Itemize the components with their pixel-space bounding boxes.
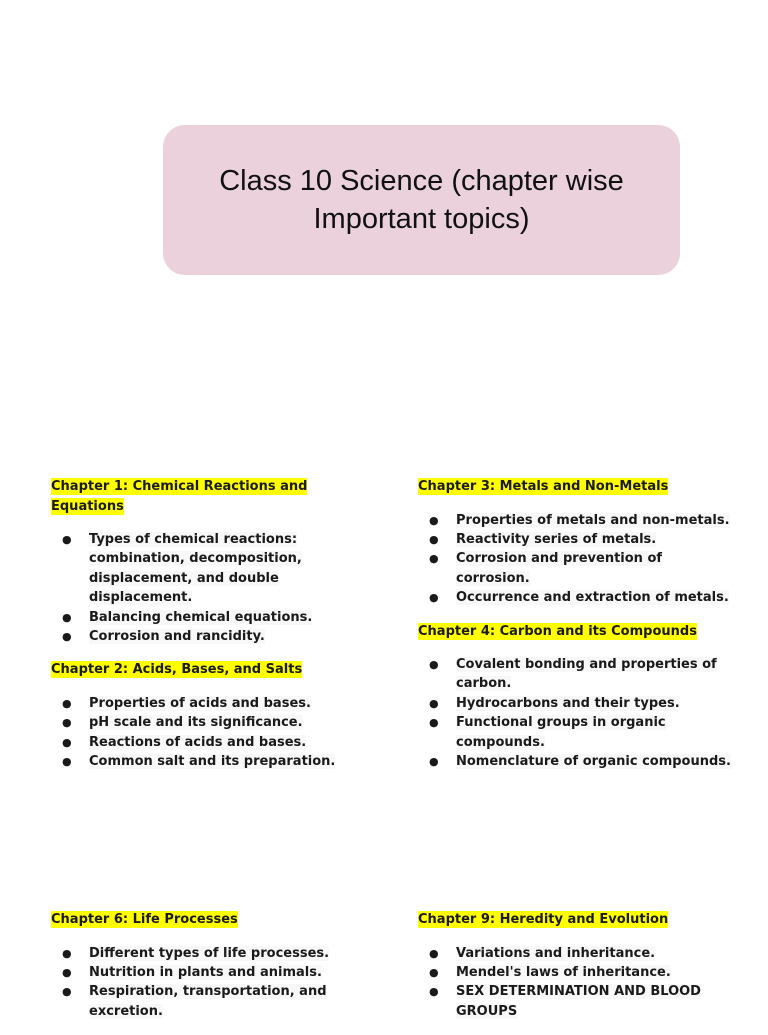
topic-item: ● Properties of acids and bases. — [51, 694, 341, 713]
topic-item: ● Balancing chemical equations. — [51, 608, 341, 627]
topic-item: ● Covalent bonding and properties of carbon. — [429, 657, 717, 692]
bullet-icon: ● — [429, 552, 439, 566]
bullet-icon: ● — [62, 735, 72, 749]
chapter-4-heading: Chapter 4: Carbon and its Compounds — [418, 623, 697, 639]
section-right-lower — [418, 910, 718, 1035]
bullet-icon: ● — [62, 696, 72, 710]
bullet-icon: ● — [62, 755, 72, 769]
topic-item: ● Nutrition in plants and animals. — [51, 963, 341, 982]
chapter-4-topic-list — [418, 655, 738, 771]
chapter-9-heading: Chapter 9: Heredity and Evolution — [418, 912, 669, 927]
bullet-icon: ● — [429, 591, 439, 605]
topic-item: ● Corrosion and prevention of corrosion. — [429, 551, 663, 586]
section-left-upper — [51, 477, 341, 786]
topic-item: ● pH scale and its significance. — [51, 713, 341, 732]
section-right-upper — [418, 477, 738, 785]
bullet-icon: ● — [62, 630, 72, 644]
bullet-icon: ● — [62, 533, 72, 546]
bullet-icon: ● — [62, 965, 72, 979]
bullet-icon: ● — [429, 716, 439, 730]
bullet-icon: ● — [429, 985, 439, 999]
bullet-icon: ● — [62, 610, 72, 624]
page-title: Class 10 Science (chapter wise Important topics) — [219, 165, 624, 235]
bullet-icon: ● — [429, 946, 439, 960]
chapter-6-heading: Chapter 6: Life Processes — [51, 912, 238, 927]
bullet-icon: ● — [429, 696, 439, 710]
bullet-icon: ● — [62, 946, 72, 960]
topic-item: ● Respiration, transportation, and excretion. — [62, 984, 327, 1019]
bullet-icon: ● — [429, 965, 439, 979]
bullet-icon: ● — [429, 532, 439, 546]
topic-item: ● Nomenclature of organic compounds. — [418, 752, 738, 771]
topic-item: ● Reactions of acids and bases. — [51, 733, 341, 752]
topic-item: ● Hydrocarbons and their types. — [418, 694, 738, 713]
topic-item: ● Common salt and its preparation. — [51, 752, 341, 771]
chapter-1-heading: Chapter 1: Chemical Reactions and Equations — [51, 479, 308, 514]
topic-item: ● Properties of metals and non-metals. — [418, 511, 738, 530]
bullet-icon: ● — [62, 985, 72, 999]
topic-item: ● Reactivity series of metals. — [418, 530, 738, 549]
topic-item: ● Mendel's laws of inheritance. — [418, 963, 718, 982]
topic-item: ● SEX DETERMINATION AND BLOOD GROUPS — [429, 984, 701, 1019]
title-box — [163, 125, 680, 275]
bullet-icon: ● — [429, 755, 439, 769]
chapter-9-topic-list — [418, 944, 718, 1022]
chapter-1-topic-list — [51, 530, 341, 646]
chapter-3-heading: Chapter 3: Metals and Non-Metals — [418, 479, 669, 494]
section-left-lower — [51, 910, 341, 1035]
chapter-2-topic-list — [51, 694, 341, 772]
topic-item: ● Types of chemical reactions: combination, decomposition, displacement, and double displacement. — [62, 532, 302, 606]
chapter-3-topic-list — [418, 511, 738, 608]
topic-item: ● Different types of life processes. — [51, 944, 341, 963]
bullet-icon: ● — [62, 716, 72, 730]
topic-item: ● Functional groups in organic compounds. — [429, 715, 666, 750]
topic-item: ● Occurrence and extraction of metals. — [418, 588, 738, 607]
topic-item: ● Variations and inheritance. — [418, 944, 718, 963]
chapter-6-topic-list — [51, 944, 341, 1022]
bullet-icon: ● — [429, 513, 439, 527]
chapter-2-heading: Chapter 2: Acids, Bases, and Salts — [51, 662, 303, 678]
bullet-icon: ● — [429, 658, 439, 672]
topic-item: ● Corrosion and rancidity. — [51, 627, 341, 646]
